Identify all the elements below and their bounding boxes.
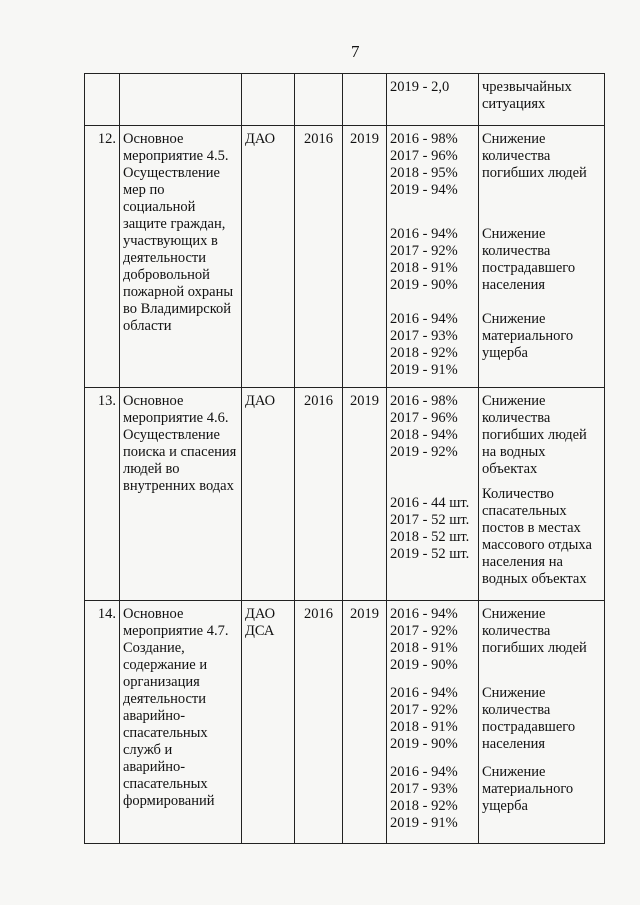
value-line: 2019 - 90%	[390, 657, 458, 673]
value-line: 2016 - 98%	[390, 131, 458, 147]
result-line: Снижение	[482, 764, 546, 780]
value-line: 2016 - 94%	[390, 685, 458, 701]
cell-num	[85, 74, 120, 126]
name-line: Основное	[123, 606, 184, 622]
name-line: людей во	[123, 461, 180, 477]
result-line: погибших людей	[482, 427, 587, 443]
cell-values	[387, 74, 479, 126]
name-line: организация	[123, 674, 200, 690]
result-line: количества	[482, 243, 551, 259]
start-year: 2016	[295, 126, 343, 388]
start-year: 2016	[295, 388, 343, 601]
row-number: 13.	[85, 388, 120, 601]
start-year: 2016	[295, 601, 343, 844]
value-line: 2017 - 96%	[390, 410, 458, 426]
result-line: пострадавшего	[482, 260, 576, 276]
value-line: 2018 - 91%	[390, 719, 458, 735]
value-line: 2019 - 90%	[390, 736, 458, 752]
result-line: Снижение	[482, 606, 546, 622]
name-line: содержание и	[123, 657, 208, 673]
result-line: Снижение	[482, 685, 546, 701]
name-line: Осуществление	[123, 427, 220, 443]
name-line: аварийно-	[123, 708, 186, 724]
value-line: 2016 - 94%	[390, 311, 458, 327]
result-line: ситуациях	[482, 96, 546, 112]
result-line: количества	[482, 702, 551, 718]
cell-end	[343, 74, 387, 126]
value-line: 2018 - 52 шт.	[390, 529, 470, 545]
result-line: Снижение	[482, 393, 546, 409]
row-number: 12.	[85, 126, 120, 388]
name-line: спасательных	[123, 776, 208, 792]
result-line: массового отдыха	[482, 537, 592, 553]
result-line: чрезвычайных	[482, 79, 572, 95]
name-line: мер по	[123, 182, 165, 198]
result-line: на водных	[482, 444, 546, 460]
value-line: 2017 - 52 шт.	[390, 512, 470, 528]
result-line: объектах	[482, 461, 538, 477]
indicator-values	[387, 601, 479, 844]
cell-result	[479, 74, 605, 126]
table-row-13	[85, 388, 605, 601]
value-line: 2017 - 96%	[390, 148, 458, 164]
value-line: 2019 - 2,0	[390, 79, 450, 95]
value-line: 2017 - 92%	[390, 623, 458, 639]
expected-result	[479, 126, 605, 388]
result-line: количества	[482, 410, 551, 426]
value-line: 2016 - 94%	[390, 226, 458, 242]
table-row-12	[85, 126, 605, 388]
result-line: Снижение	[482, 226, 546, 242]
name-line: спасательных	[123, 725, 208, 741]
measure-name	[120, 388, 242, 601]
cell-start	[295, 74, 343, 126]
value-line: 2017 - 92%	[390, 702, 458, 718]
result-line: постов в местах	[482, 520, 581, 536]
value-line: 2018 - 91%	[390, 260, 458, 276]
page-number: 7	[351, 42, 360, 61]
executor-line: ДАО	[245, 606, 276, 622]
end-year: 2019	[343, 388, 387, 601]
result-line: пострадавшего	[482, 719, 576, 735]
indicator-values	[387, 126, 479, 388]
name-line: Создание,	[123, 640, 185, 656]
value-line: 2017 - 93%	[390, 328, 458, 344]
name-line: пожарной охраны	[123, 284, 234, 300]
name-line: деятельности	[123, 691, 207, 707]
result-line: водных объектах	[482, 571, 587, 587]
value-line: 2018 - 95%	[390, 165, 458, 181]
value-line: 2017 - 92%	[390, 243, 458, 259]
value-line: 2016 - 98%	[390, 393, 458, 409]
name-line: Основное	[123, 393, 184, 409]
value-line: 2018 - 92%	[390, 798, 458, 814]
value-line: 2016 - 94%	[390, 764, 458, 780]
result-line: Снижение	[482, 131, 546, 147]
executor	[242, 388, 295, 601]
name-line: Основное	[123, 131, 184, 147]
name-line: аварийно-	[123, 759, 186, 775]
indicator-values	[387, 388, 479, 601]
value-line: 2019 - 91%	[390, 815, 458, 831]
result-line: ущерба	[482, 345, 528, 361]
result-line: спасательных	[482, 503, 567, 519]
result-line: населения	[482, 736, 546, 752]
value-line: 2019 - 52 шт.	[390, 546, 470, 562]
name-line: служб и	[123, 742, 173, 758]
value-line: 2016 - 44 шт.	[390, 495, 470, 511]
result-line: количества	[482, 148, 551, 164]
name-line: поиска и спасения	[123, 444, 237, 460]
measure-name	[120, 601, 242, 844]
name-line: защите граждан,	[123, 216, 226, 232]
result-line: населения	[482, 277, 546, 293]
value-line: 2018 - 92%	[390, 345, 458, 361]
name-line: мероприятие 4.6.	[123, 410, 229, 426]
table-row-14	[85, 601, 605, 844]
value-line: 2019 - 92%	[390, 444, 458, 460]
result-line: погибших людей	[482, 640, 587, 656]
row-number: 14.	[85, 601, 120, 844]
executor-line: ДСА	[245, 623, 275, 639]
executor-line: ДАО	[245, 393, 276, 409]
name-line: мероприятие 4.7.	[123, 623, 229, 639]
table-row-continuation	[85, 74, 605, 126]
name-line: формирований	[123, 793, 215, 809]
name-line: области	[123, 318, 172, 334]
result-line: материального	[482, 328, 574, 344]
value-line: 2017 - 93%	[390, 781, 458, 797]
executor	[242, 126, 295, 388]
value-line: 2018 - 94%	[390, 427, 458, 443]
result-line: количества	[482, 623, 551, 639]
value-line: 2018 - 91%	[390, 640, 458, 656]
result-line: населения на	[482, 554, 563, 570]
expected-result	[479, 388, 605, 601]
name-line: участвующих в	[123, 233, 218, 249]
measures-table	[84, 73, 605, 844]
end-year: 2019	[343, 601, 387, 844]
measure-name	[120, 126, 242, 388]
result-line: погибших людей	[482, 165, 587, 181]
end-year: 2019	[343, 126, 387, 388]
value-line: 2019 - 91%	[390, 362, 458, 378]
name-line: деятельности	[123, 250, 207, 266]
expected-result	[479, 601, 605, 844]
name-line: внутренних водах	[123, 478, 234, 494]
result-line: Снижение	[482, 311, 546, 327]
cell-executor	[242, 74, 295, 126]
name-line: во Владимирской	[123, 301, 232, 317]
result-line: Количество	[482, 486, 554, 502]
result-line: ущерба	[482, 798, 528, 814]
cell-name	[120, 74, 242, 126]
value-line: 2019 - 94%	[390, 182, 458, 198]
result-line: материального	[482, 781, 574, 797]
name-line: Осуществление	[123, 165, 220, 181]
name-line: добровольной	[123, 267, 210, 283]
value-line: 2019 - 90%	[390, 277, 458, 293]
name-line: мероприятие 4.5.	[123, 148, 229, 164]
executor	[242, 601, 295, 844]
value-line: 2016 - 94%	[390, 606, 458, 622]
executor-line: ДАО	[245, 131, 276, 147]
name-line: социальной	[123, 199, 196, 215]
